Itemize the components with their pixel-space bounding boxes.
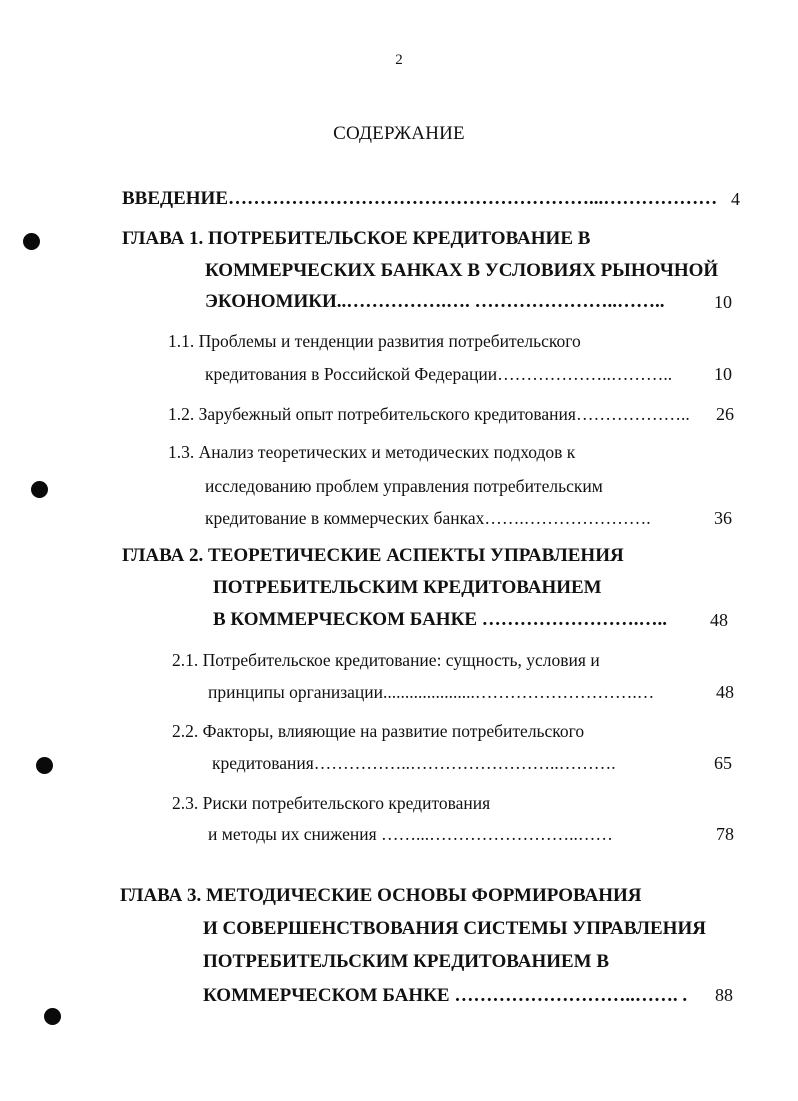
toc-chapter2-line2: ПОТРЕБИТЕЛЬСКИМ КРЕДИТОВАНИЕМ <box>213 577 602 598</box>
toc-section-2-3-page: 78 <box>716 824 734 844</box>
binder-hole <box>36 757 53 774</box>
page-number: 2 <box>395 52 403 68</box>
toc-section-1-2-page: 26 <box>716 404 734 424</box>
page-title: СОДЕРЖАНИЕ <box>333 123 465 144</box>
binder-hole <box>31 481 48 498</box>
toc-chapter1-line2: КОММЕРЧЕСКИХ БАНКАХ В УСЛОВИЯХ РЫНОЧНОЙ <box>205 260 719 281</box>
toc-chapter3-page: 88 <box>715 985 733 1005</box>
toc-section-2-1-line1: 2.1. Потребительское кредитование: сущность, условия и <box>172 650 600 670</box>
toc-section-1-1-page: 10 <box>714 364 732 384</box>
toc-section-1-2: 1.2. Зарубежный опыт потребительского кредитования……………….. <box>168 404 690 424</box>
toc-section-1-1-line2: кредитования в Российской Федерации………………..……….. <box>205 364 673 384</box>
toc-section-1-3-page: 36 <box>714 508 732 528</box>
toc-chapter3-line4: КОММЕРЧЕСКОМ БАНКЕ ………………………..……. . <box>203 985 688 1006</box>
toc-chapter3-line3: ПОТРЕБИТЕЛЬСКИМ КРЕДИТОВАНИЕМ В <box>203 951 610 972</box>
toc-chapter1-line1: ГЛАВА 1. ПОТРЕБИТЕЛЬСКОЕ КРЕДИТОВАНИЕ В <box>122 228 591 249</box>
toc-section-2-2-page: 65 <box>714 753 732 773</box>
toc-intro: ВВЕДЕНИЕ…………………………………………………...……………… <box>122 188 718 209</box>
toc-chapter2-line1: ГЛАВА 2. ТЕОРЕТИЧЕСКИЕ АСПЕКТЫ УПРАВЛЕНИЯ <box>122 545 624 566</box>
toc-chapter1-page: 10 <box>714 292 732 312</box>
toc-section-1-3-line2: исследованию проблем управления потребительским <box>205 476 603 496</box>
toc-section-1-3-line3: кредитование в коммерческих банках…….…………………. <box>205 508 651 528</box>
toc-section-2-3-line2: и методы их снижения ……...……………………..…… <box>208 824 613 844</box>
toc-section-1-1-line1: 1.1. Проблемы и тенденции развития потребительского <box>168 331 581 351</box>
toc-section-2-2-line1: 2.2. Факторы, влияющие на развитие потребительского <box>172 721 585 741</box>
toc-chapter1-line3: ЭКОНОМИКИ..…………….…. …………………..…….. <box>205 291 665 312</box>
toc-chapter2-line3: В КОММЕРЧЕСКОМ БАНКЕ …………………….….. <box>213 609 668 630</box>
toc-intro-page: 4 <box>731 189 740 209</box>
binder-hole <box>23 233 40 250</box>
toc-chapter2-page: 48 <box>710 610 728 630</box>
toc-section-1-3-line1: 1.3. Анализ теоретических и методических подходов к <box>168 442 576 462</box>
toc-chapter3-line1: ГЛАВА 3. МЕТОДИЧЕСКИЕ ОСНОВЫ ФОРМИРОВАНИЯ <box>120 885 642 906</box>
toc-section-2-3-line1: 2.3. Риски потребительского кредитования <box>172 793 491 813</box>
toc-section-2-1-line2: принципы организации.....................……………………….… <box>208 682 655 702</box>
toc-section-2-2-line2: кредитования……………..……………………..………. <box>212 753 616 773</box>
binder-hole <box>44 1008 61 1025</box>
toc-chapter3-line2: И СОВЕРШЕНСТВОВАНИЯ СИСТЕМЫ УПРАВЛЕНИЯ <box>203 918 706 939</box>
toc-section-2-1-page: 48 <box>716 682 734 702</box>
